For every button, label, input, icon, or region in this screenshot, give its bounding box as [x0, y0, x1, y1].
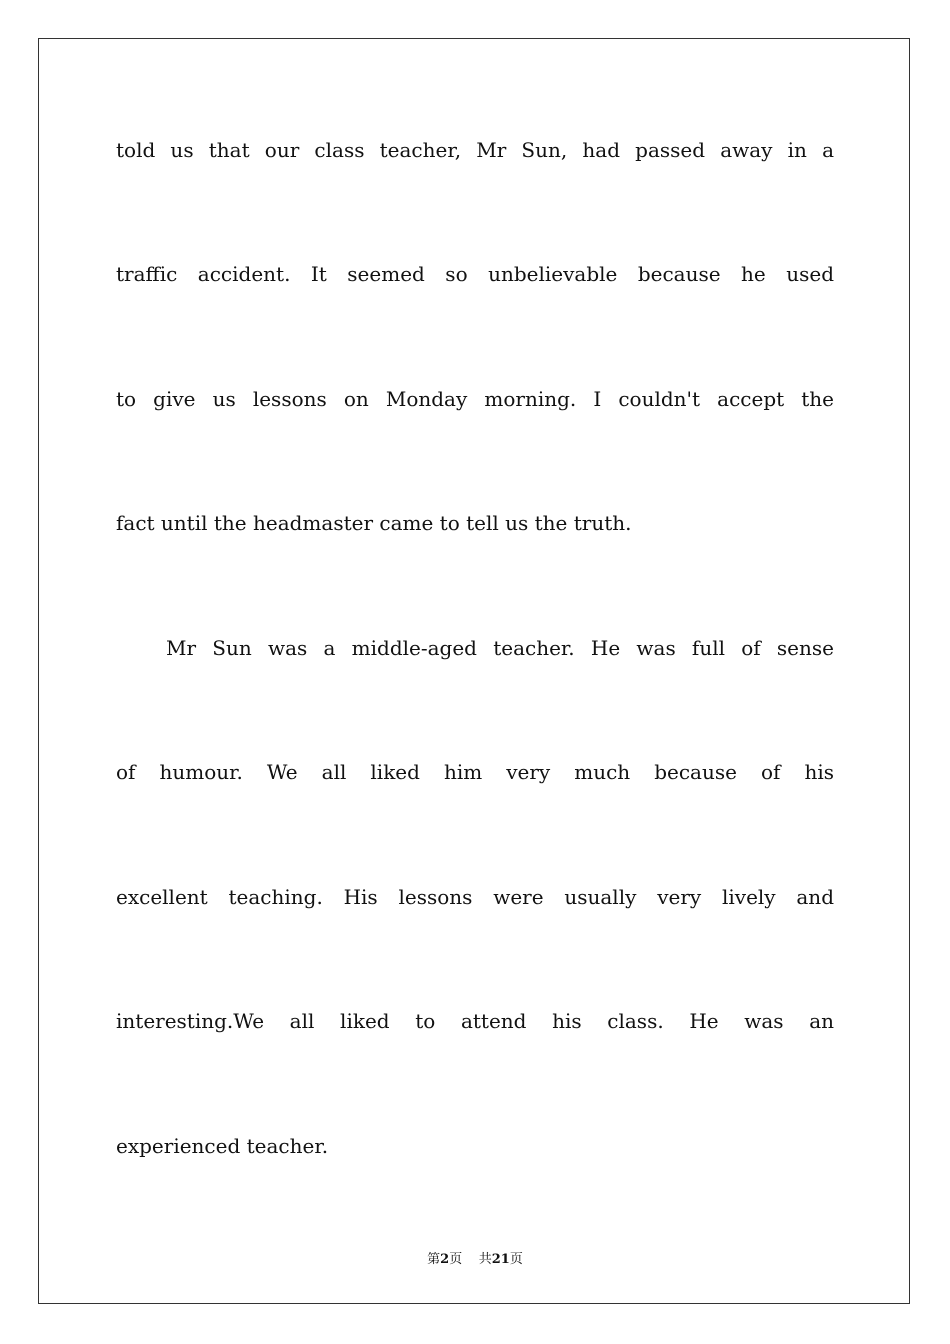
paragraph-start-line: Mr Sun was a middle-aged teacher. He was full of sense	[166, 636, 834, 660]
text-line: experienced teacher.	[116, 1134, 329, 1158]
text-line: told us that our class teacher, Mr Sun, had passed away in a	[116, 138, 834, 162]
page-border	[38, 38, 910, 1304]
total-pages-label: 共21页	[478, 1252, 523, 1267]
page-label: 第2页	[427, 1252, 463, 1267]
total-pages: 21	[491, 1252, 510, 1267]
text-line: fact until the headmaster came to tell us the truth.	[116, 511, 632, 535]
page-footer	[0, 1248, 950, 1267]
text-line: excellent teaching. His lessons were usually very lively and	[116, 885, 834, 909]
text-line: of humour. We all liked him very much because of his	[116, 760, 834, 784]
text-line: interesting.We all liked to attend his class. He was an	[116, 1009, 834, 1033]
text-line: traffic accident. It seemed so unbelievable because he used	[116, 262, 834, 286]
text-line: to give us lessons on Monday morning. I couldn't accept the	[116, 387, 834, 411]
page-number: 2	[440, 1252, 450, 1267]
